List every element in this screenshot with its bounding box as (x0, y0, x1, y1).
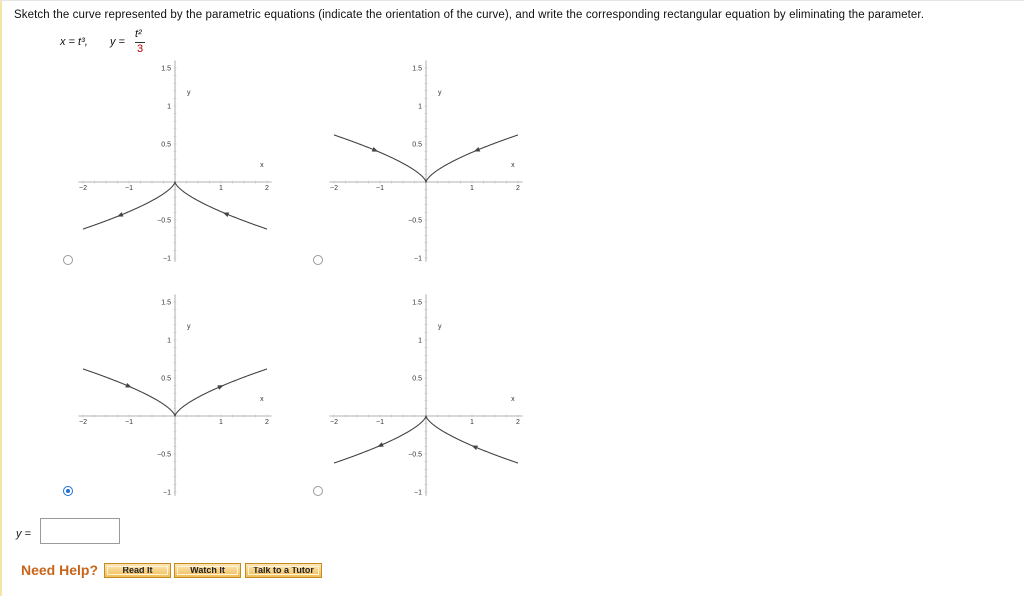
y-tick-label: 0.5 (161, 375, 171, 383)
orientation-arrow (372, 147, 378, 152)
graph-svg (80, 298, 270, 498)
orientation-arrow (223, 212, 229, 217)
y-tick-label: 0.5 (161, 141, 171, 149)
x-tick-label: −2 (79, 185, 87, 192)
talk-to-tutor-button[interactable]: Talk to a Tutor (245, 563, 322, 578)
y-axis-label: y (187, 89, 191, 97)
y-tick-label: −0.5 (157, 451, 171, 459)
y-tick-label: 0.5 (412, 141, 422, 149)
parametric-equations (60, 28, 180, 58)
orientation-arrow (472, 445, 478, 450)
x-tick-label: 2 (265, 419, 269, 426)
orientation-arrow (377, 442, 383, 447)
y-tick-label: −1 (163, 255, 171, 263)
x-axis-label: x (260, 395, 264, 403)
x-tick-label: −1 (376, 419, 384, 426)
y-tick-label: 1 (418, 103, 422, 111)
radio-option-c[interactable] (63, 486, 73, 496)
y-tick-label: −1 (414, 489, 422, 497)
x-tick-label: −1 (125, 419, 133, 426)
radio-option-b[interactable] (313, 255, 323, 265)
graph-svg (80, 64, 270, 264)
graph-option-c (80, 298, 270, 498)
y-tick-label: 1 (418, 337, 422, 345)
x-tick-label: 1 (470, 185, 474, 192)
graph-option-b (331, 64, 521, 264)
radio-option-d[interactable] (313, 486, 323, 496)
x-tick-label: 1 (219, 185, 223, 192)
read-it-button[interactable]: Read It (104, 563, 171, 578)
graph-svg (331, 298, 521, 498)
x-axis-label: x (260, 161, 264, 169)
y-tick-label: 0.5 (412, 375, 422, 383)
y-tick-label: 1.5 (412, 299, 422, 307)
y-tick-label: −1 (414, 255, 422, 263)
y-tick-label: −0.5 (408, 217, 422, 225)
x-tick-label: 2 (516, 419, 520, 426)
graph-svg (331, 64, 521, 264)
y-axis-label: y (187, 323, 191, 331)
orientation-arrow (117, 212, 123, 216)
orientation-arrow (217, 385, 223, 390)
graph-option-a (80, 64, 270, 264)
answer-label: y = (16, 528, 31, 540)
y-tick-label: 1 (167, 103, 171, 111)
y-tick-label: 1.5 (161, 65, 171, 73)
y-tick-label: −1 (163, 489, 171, 497)
page-top-rule (0, 0, 1024, 1)
x-tick-label: 1 (219, 419, 223, 426)
equation-y-numerator: t² (135, 28, 142, 40)
equation-x: x = t³, (60, 36, 88, 48)
x-tick-label: −2 (79, 419, 87, 426)
orientation-arrow (125, 383, 131, 388)
x-tick-label: 2 (516, 185, 520, 192)
y-tick-label: −0.5 (157, 217, 171, 225)
x-tick-label: −2 (330, 185, 338, 192)
page-left-rule (0, 0, 2, 596)
orientation-arrow (474, 147, 480, 152)
graph-option-d (331, 298, 521, 498)
x-axis-label: x (511, 395, 515, 403)
x-axis-label: x (511, 161, 515, 169)
answer-input[interactable] (40, 518, 120, 544)
x-tick-label: −2 (330, 419, 338, 426)
watch-it-button[interactable]: Watch It (174, 563, 241, 578)
x-tick-label: −1 (376, 185, 384, 192)
equation-y-label: y = (110, 36, 125, 48)
y-tick-label: 1.5 (161, 299, 171, 307)
x-tick-label: 1 (470, 419, 474, 426)
y-axis-label: y (438, 89, 442, 97)
y-tick-label: 1.5 (412, 65, 422, 73)
problem-statement: Sketch the curve represented by the parametric equations (indicate the orientation of the curve), and write the corresponding rectangular equation by eliminating the parameter. (14, 9, 925, 21)
x-tick-label: −1 (125, 185, 133, 192)
radio-option-a[interactable] (63, 255, 73, 265)
y-axis-label: y (438, 323, 442, 331)
need-help-label: Need Help? (21, 562, 99, 578)
x-tick-label: 2 (265, 185, 269, 192)
y-tick-label: −0.5 (408, 451, 422, 459)
equation-y-denominator: 3 (137, 43, 144, 55)
y-tick-label: 1 (167, 337, 171, 345)
